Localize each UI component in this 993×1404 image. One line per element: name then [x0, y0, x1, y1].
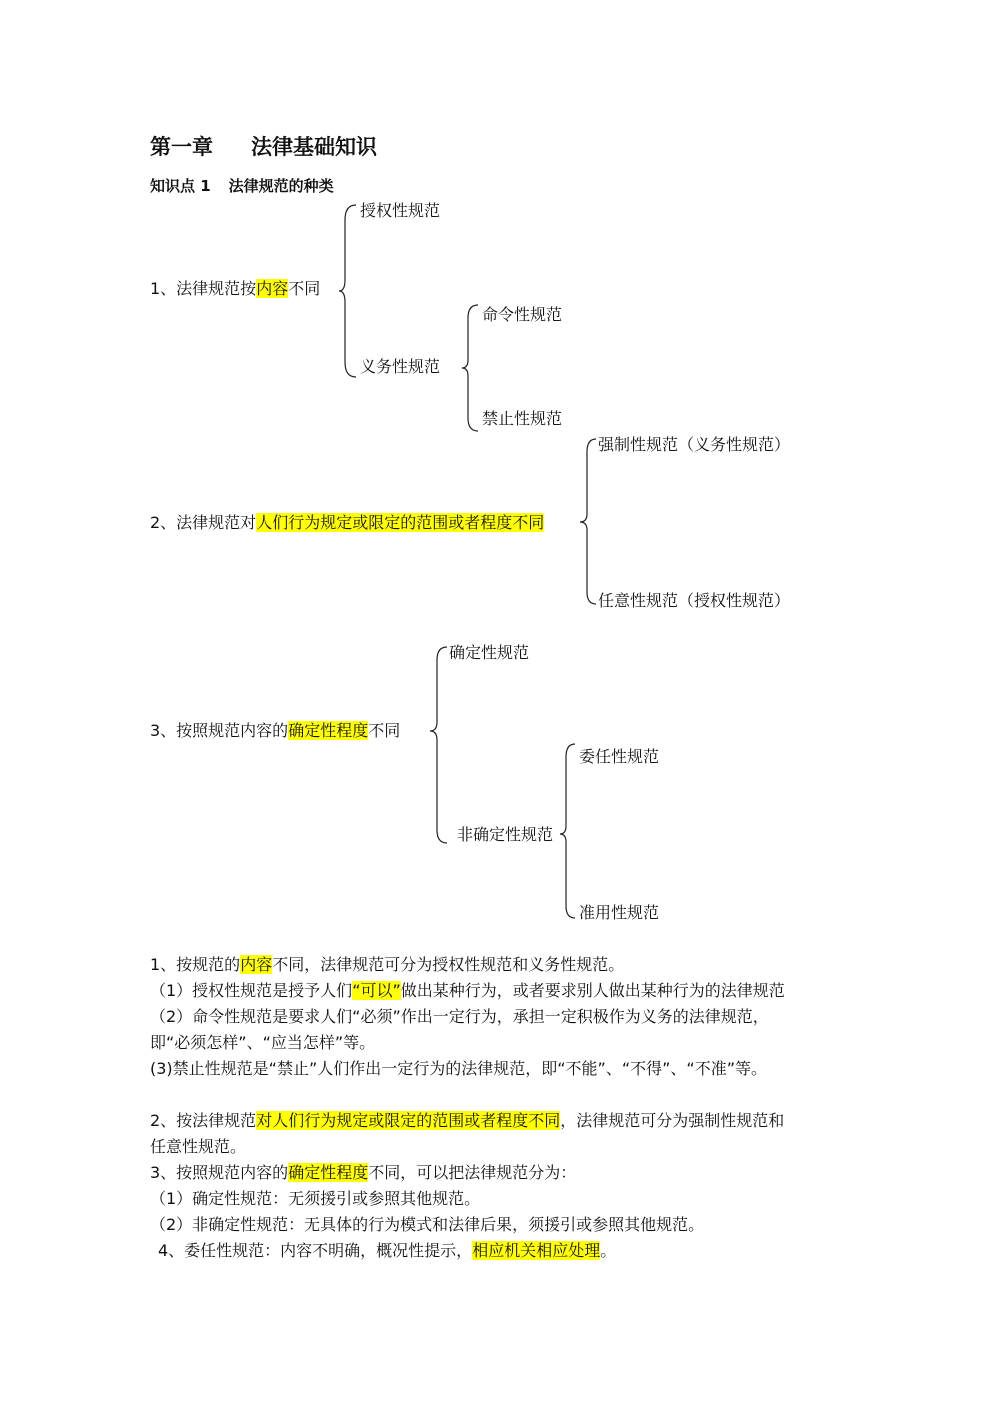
note-1-1-highlight: “可以”: [352, 981, 401, 1000]
section-title: 法律规范的种类: [228, 177, 334, 195]
brace-1-sub: [462, 305, 478, 431]
d3-sub-delegated: 委任性规范: [579, 747, 660, 766]
note-3-highlight: 确定性程度: [288, 1163, 369, 1182]
d3-branch-indefinite: 非确定性规范: [457, 825, 554, 844]
note-1-3: (3)禁止性规范是“禁止”人们作出一定行为的法律规范，即“不能”、“不得”、“不准”等。: [150, 1059, 767, 1078]
d3-branch-definite: 确定性规范: [449, 643, 530, 662]
note-1-2-line2: 即“必须怎样”、“应当怎样”等。: [150, 1033, 376, 1052]
d1-sub-prohibition: 禁止性规范: [482, 409, 563, 428]
d2-branch-mandatory: 强制性规范（义务性规范）: [598, 435, 791, 454]
d2-root: 2、法律规范对人们行为规定或限定的范围或者程度不同: [150, 513, 545, 532]
d3-sub-referential: 准用性规范: [579, 903, 660, 922]
brace-2: [580, 439, 596, 604]
brace-3-sub: [560, 744, 575, 918]
d1-root: 1、法律规范按内容不同: [150, 279, 321, 298]
brace-1-main: [339, 205, 356, 377]
note-1-highlight: 内容: [240, 955, 273, 974]
note-1-1: （1）授权性规范是授予人们“可以”做出某种行为，或者要求别人做出某种行为的法律规范: [150, 981, 785, 1000]
d1-branch-authorization: 授权性规范: [360, 201, 441, 220]
d1-branch-obligation: 义务性规范: [360, 357, 441, 376]
d1-sub-command: 命令性规范: [482, 305, 563, 324]
d3-root: 3、按照规范内容的确定性程度不同: [150, 721, 401, 740]
brace-3-main: [430, 647, 447, 843]
note-3-1: （1）确定性规范：无须援引或参照其他规范。: [150, 1189, 481, 1208]
d3-root-highlight: 确定性程度: [288, 721, 369, 740]
note-3: 3、按照规范内容的确定性程度不同，可以把法律规范分为：: [150, 1163, 577, 1182]
chapter-number: 第一章: [150, 135, 213, 159]
d2-root-highlight: 人们行为规定或限定的范围或者程度不同: [256, 513, 545, 532]
section-label: 知识点 1: [150, 177, 211, 195]
chapter-title: 法律基础知识: [251, 135, 377, 159]
note-1: 1、按规范的内容不同，法律规范可分为授权性规范和义务性规范。: [150, 955, 625, 974]
note-1-2-line1: （2）命令性规范是要求人们“必须”作出一定行为，承担一定积极作为义务的法律规范，: [150, 1007, 769, 1026]
note-4-highlight: 相应机关相应处理: [472, 1241, 601, 1260]
note-3-2: （2）非确定性规范：无具体的行为模式和法律后果，须援引或参照其他规范。: [150, 1215, 705, 1234]
d2-branch-optional: 任意性规范（授权性规范）: [598, 591, 791, 610]
note-4: 4、委任性规范：内容不明确，概况性提示，相应机关相应处理。: [158, 1241, 617, 1260]
note-2: 2、按法律规范对人们行为规定或限定的范围或者程度不同，法律规范可分为强制性规范和: [150, 1111, 785, 1130]
d1-root-highlight: 内容: [256, 279, 289, 298]
note-2-highlight: 对人们行为规定或限定的范围或者程度不同: [256, 1111, 561, 1130]
note-2-line2: 任意性规范。: [150, 1137, 247, 1156]
